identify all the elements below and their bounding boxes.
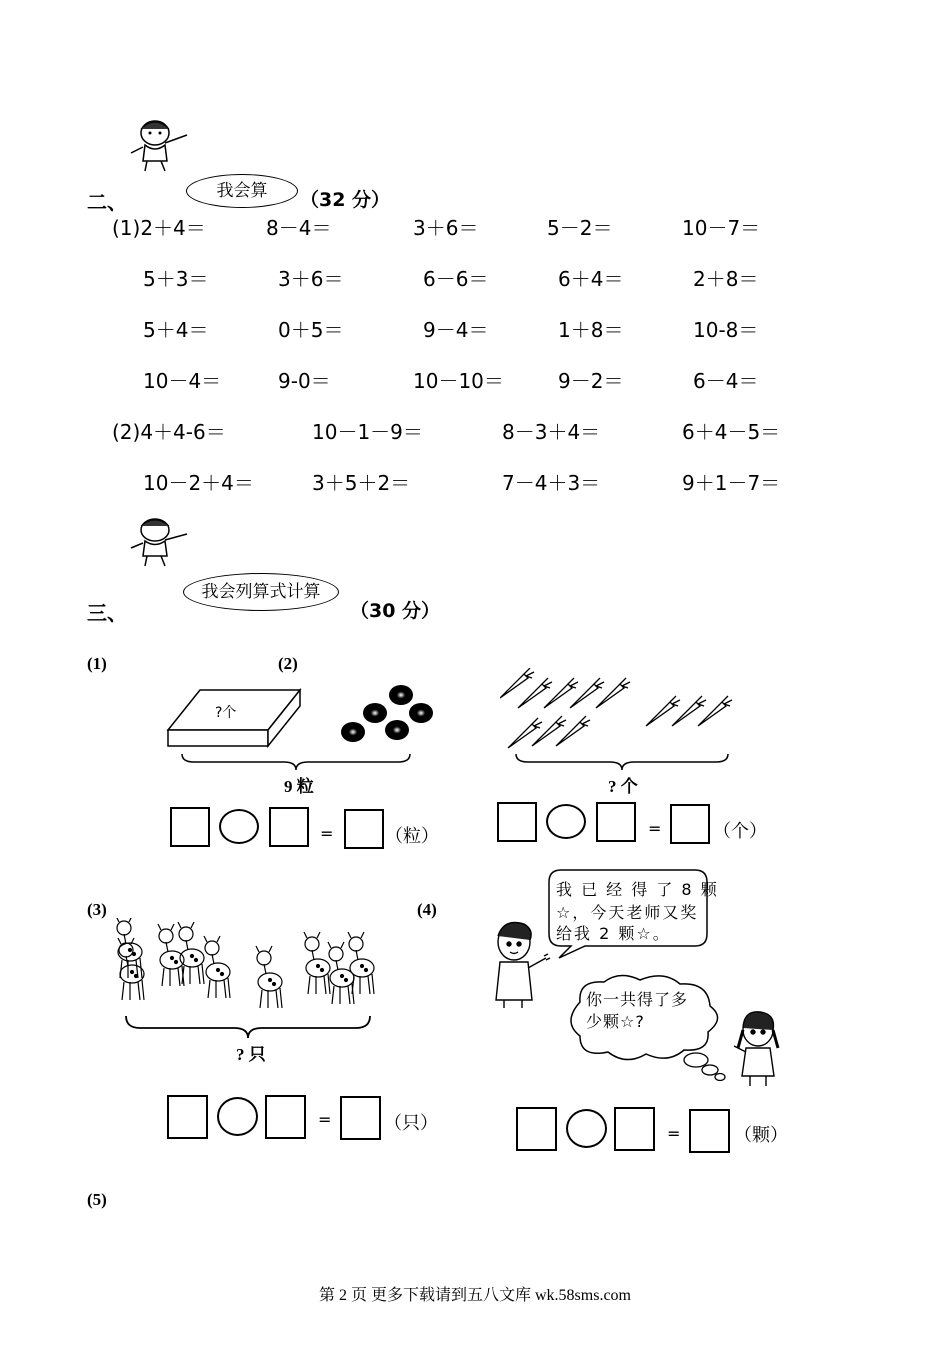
operator-oval[interactable] (217, 1097, 258, 1136)
equation: (2)4＋4-6＝ (112, 420, 226, 444)
total-label: 9 粒 (284, 777, 314, 796)
answer-box[interactable] (344, 809, 384, 849)
answer-box[interactable] (497, 802, 537, 842)
unit-label: （颗） (734, 1125, 788, 1146)
equation: 9－2＝ (558, 369, 624, 393)
brace (180, 752, 412, 772)
equation: 9＋1－7＝ (682, 471, 781, 495)
boy-speech-line: 我 已 经 得 了 8 颗 (556, 880, 719, 899)
section-3-points: （30 分） (350, 600, 441, 622)
operator-oval[interactable] (546, 804, 586, 839)
answer-box[interactable] (670, 804, 710, 844)
equation: 6＋4－5＝ (682, 420, 781, 444)
page-footer: 第 2 页 更多下载请到五八文库 wk.58sms.com (318, 1287, 631, 1304)
beans-illustration (335, 680, 440, 750)
problem-5-label: (5) (87, 1190, 107, 1209)
section-2-title-bubble: 我会算 (186, 174, 298, 208)
operator-oval[interactable] (566, 1109, 607, 1148)
equation: 2＋8＝ (693, 267, 759, 291)
equation: 10－10＝ (413, 369, 504, 393)
carrots-illustration (500, 668, 750, 758)
problem-3-label: (3) (87, 900, 107, 919)
unit-label: （个） (713, 821, 767, 842)
girl-illustration (730, 1008, 786, 1088)
equation: 10－1－9＝ (312, 420, 423, 444)
equals-sign: = (667, 1124, 681, 1143)
operator-oval[interactable] (219, 809, 259, 844)
boy-speech-line: ☆，今天老师又奖 (556, 903, 699, 922)
problem-1-label: (1) (87, 654, 107, 673)
mascot-illustration (125, 512, 195, 570)
equation: 8－3＋4＝ (502, 420, 601, 444)
total-label: ? 个 (608, 777, 638, 796)
problem-2-label: (2) (278, 654, 298, 673)
section-3-number: 三、 (87, 601, 127, 625)
equation: (1)2＋4＝ (112, 216, 206, 240)
answer-box[interactable] (167, 1095, 208, 1139)
total-label: ? 只 (236, 1045, 266, 1064)
girl-speech-line: 你一共得了多 (586, 990, 689, 1009)
equation: 10-8＝ (693, 318, 759, 342)
answer-box[interactable] (516, 1107, 557, 1151)
answer-box[interactable] (269, 807, 309, 847)
equation: 9-0＝ (278, 369, 331, 393)
equation: 5＋3＝ (143, 267, 209, 291)
unit-label: （只） (384, 1113, 438, 1134)
equation: 1＋8＝ (558, 318, 624, 342)
section-3-title-bubble: 我会列算式计算 (183, 573, 339, 611)
equation: 10－4＝ (143, 369, 222, 393)
equation: 10－2＋4＝ (143, 471, 254, 495)
equation: 5－2＝ (547, 216, 613, 240)
answer-box[interactable] (265, 1095, 306, 1139)
boy-speech-line: 给我 2 颗☆。 (556, 924, 671, 943)
answer-box[interactable] (340, 1096, 381, 1140)
deer-illustration (112, 918, 387, 1013)
equation: 10－7＝ (682, 216, 761, 240)
equals-sign: = (320, 824, 334, 843)
equation: 6－6＝ (423, 267, 489, 291)
brace (124, 1014, 372, 1040)
equals-sign: = (648, 819, 662, 838)
boy-illustration (490, 920, 552, 1010)
equation: 0＋5＝ (278, 318, 344, 342)
answer-box[interactable] (170, 807, 210, 847)
equation: 3＋6＝ (413, 216, 479, 240)
equation: 3＋5＋2＝ (312, 471, 411, 495)
equation: 3＋6＝ (278, 267, 344, 291)
answer-box[interactable] (689, 1109, 730, 1153)
answer-box[interactable] (596, 802, 636, 842)
problem-4-label: (4) (417, 900, 437, 919)
brace (514, 752, 730, 772)
section-2-number: 二、 (87, 190, 127, 214)
equals-sign: = (318, 1110, 332, 1129)
equation: 8－4＝ (266, 216, 332, 240)
girl-speech-line: 少颗☆? (586, 1012, 645, 1031)
equation: 7－4＋3＝ (502, 471, 601, 495)
answer-box[interactable] (614, 1107, 655, 1151)
equation: 5＋4＝ (143, 318, 209, 342)
section-2-points: （32 分） (300, 189, 391, 211)
mascot-illustration (125, 113, 195, 175)
equation: 6－4＝ (693, 369, 759, 393)
box-question-label: ?个 (215, 705, 237, 721)
equation: 6＋4＝ (558, 267, 624, 291)
unit-label: （粒） (385, 826, 439, 847)
equation: 9－4＝ (423, 318, 489, 342)
